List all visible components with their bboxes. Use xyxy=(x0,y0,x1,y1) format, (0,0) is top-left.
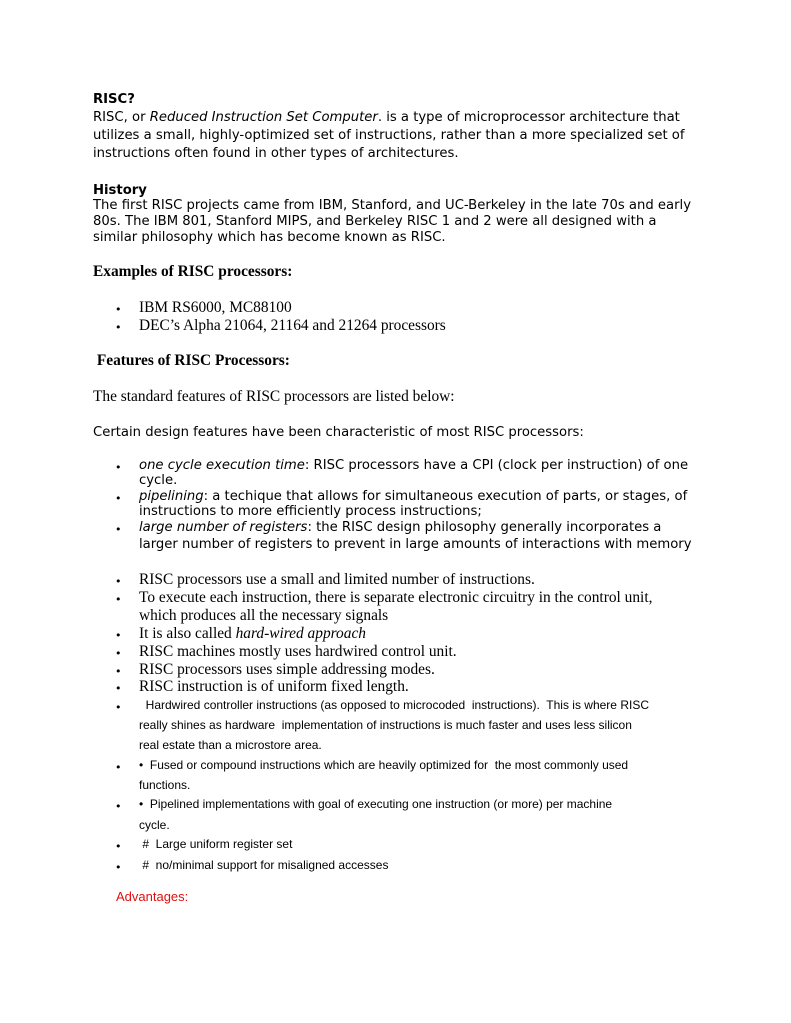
feature-item: RISC instruction is of uniform fixed length. xyxy=(139,678,409,695)
emphasis: pipelining xyxy=(139,489,204,504)
bullet-icon: • xyxy=(115,665,122,678)
example-item: IBM RS6000, MC88100 xyxy=(139,299,292,316)
heading-examples: Examples of RISC processors: xyxy=(93,263,293,280)
bullet-icon: • xyxy=(115,761,122,774)
bullet-icon: • xyxy=(115,800,122,813)
history-line-2: 80s. The IBM 801, Stanford MIPS, and Berkeley RISC 1 and 2 were all designed with a xyxy=(93,214,657,229)
text: : RISC processors have a CPI (clock per instruction) of one xyxy=(304,458,689,473)
design-item-line: instructions to more efficiently process instructions; xyxy=(139,504,482,519)
feature-item: RISC processors use a small and limited number of instructions. xyxy=(139,571,535,588)
bullet-icon: • xyxy=(115,492,122,505)
bullet-icon: • xyxy=(115,593,122,606)
emphasis: one cycle execution time xyxy=(139,458,305,473)
design-item-line xyxy=(139,458,688,474)
history-line-1: The first RISC projects came from IBM, Stanford, and UC-Berkeley in the late 70s and early xyxy=(93,198,692,213)
text: . is a type of microprocessor architecture that xyxy=(377,110,680,125)
bullet-icon: • xyxy=(115,321,122,334)
bullet-icon: • xyxy=(115,861,122,874)
feature-item: RISC machines mostly uses hardwired control unit. xyxy=(139,643,457,660)
text: : the RISC design philosophy generally incorporates a xyxy=(307,520,662,535)
heading-features: Features of RISC Processors: xyxy=(93,352,290,369)
features-intro: The standard features of RISC processors are listed below: xyxy=(93,388,455,405)
bullet-icon: • xyxy=(115,303,122,316)
detail-item: # Large uniform register set xyxy=(139,837,293,851)
bullet-icon: • xyxy=(115,682,122,695)
text: It is also called xyxy=(139,625,236,642)
detail-item-continued: really shines as hardware implementation of instructions is much faster and uses less silicon xyxy=(139,718,632,732)
bullet-icon: • xyxy=(115,647,122,660)
risc-paragraph-line-2: utilizes a small, highly-optimized set of instructions, rather than a more specialized set of xyxy=(93,128,685,143)
detail-item-continued: functions. xyxy=(139,778,191,792)
emphasis: hard-wired approach xyxy=(235,625,366,642)
design-item-line xyxy=(139,489,687,505)
bullet-icon: • xyxy=(115,523,122,536)
risc-paragraph-line-1 xyxy=(93,110,680,126)
bullet-icon: • xyxy=(115,701,122,714)
design-item-line xyxy=(139,520,661,536)
bullet-icon: • xyxy=(115,629,122,642)
design-item-line: cycle. xyxy=(139,473,178,488)
emphasis: Reduced Instruction Set Computer xyxy=(149,110,378,125)
feature-item-continued: which produces all the necessary signals xyxy=(139,607,389,624)
bullet-icon: • xyxy=(115,840,122,853)
heading-risc: RISC? xyxy=(93,92,135,107)
text: RISC, or xyxy=(93,110,150,125)
bullet-icon: • xyxy=(115,575,122,588)
text: : a techique that allows for simultaneous execution of parts, or stages, of xyxy=(203,489,688,504)
detail-item: • Pipelined implementations with goal of executing one instruction (or more) per machine xyxy=(139,797,613,811)
design-item-line: larger number of registers to prevent in large amounts of interactions with memory xyxy=(139,537,692,552)
feature-item: RISC processors uses simple addressing modes. xyxy=(139,661,435,678)
heading-history: History xyxy=(93,183,147,198)
detail-item: • Fused or compound instructions which are heavily optimized for the most commonly used xyxy=(139,758,629,772)
example-item: DEC’s Alpha 21064, 21164 and 21264 processors xyxy=(139,317,446,334)
features-intro-2: Certain design features have been characteristic of most RISC processors: xyxy=(93,425,584,440)
bullet-icon: • xyxy=(115,461,122,474)
heading-advantages: Advantages: xyxy=(116,889,189,904)
detail-item-continued: real estate than a microstore area. xyxy=(139,738,322,752)
detail-item: Hardwired controller instructions (as opposed to microcoded instructions). This is where RISC xyxy=(139,698,649,712)
emphasis: large number of registers xyxy=(139,520,308,535)
feature-item xyxy=(139,626,366,642)
detail-item: # no/minimal support for misaligned accesses xyxy=(139,858,389,872)
feature-item: To execute each instruction, there is separate electronic circuitry in the control unit, xyxy=(139,589,653,606)
risc-paragraph-line-3: instructions often found in other types of architectures. xyxy=(93,146,459,161)
detail-item-continued: cycle. xyxy=(139,818,170,832)
history-line-3: similar philosophy which has become known as RISC. xyxy=(93,230,446,245)
